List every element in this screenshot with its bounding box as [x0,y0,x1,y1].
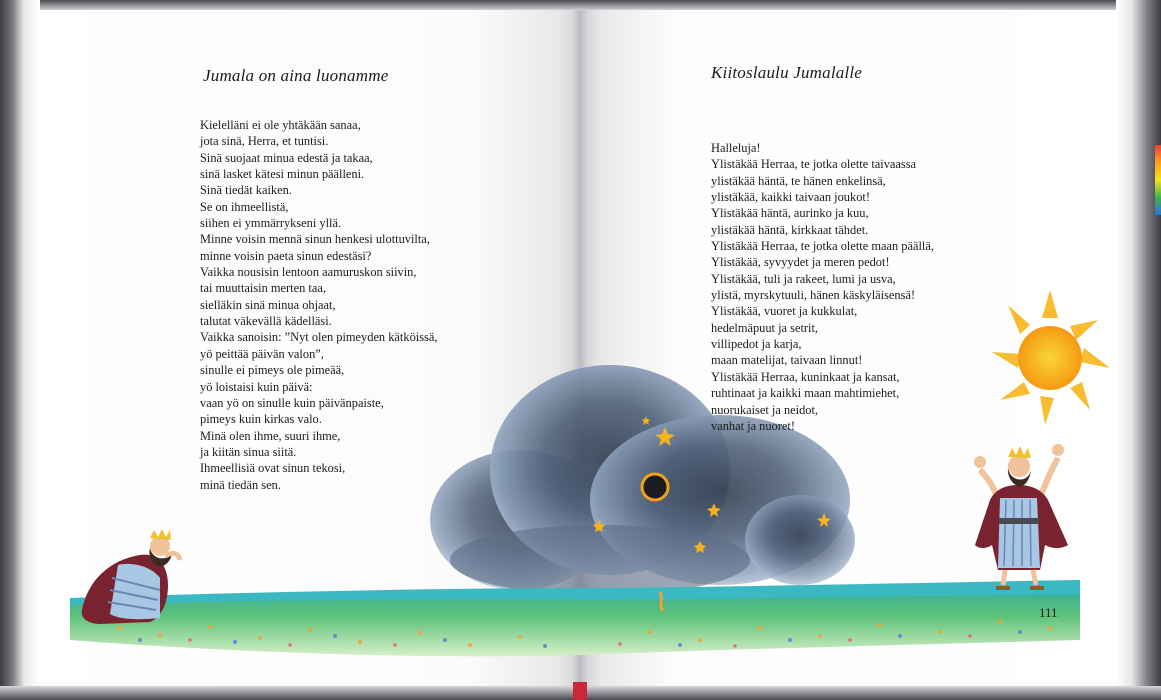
poem-line: vaan yö on sinulle kuin päivänpaiste, [200,395,384,410]
poem-line: Sinä suojaat minua edestä ja takaa, [200,150,373,165]
poem-line: vanhat ja nuoret! [711,418,795,433]
poem-line: villipedot ja karja, [711,337,802,352]
poem-line: yö loistaisi kuin päivä: [200,379,313,394]
poem-line: ja kiitän sinua siitä. [200,444,297,459]
poem-line: ylistäkää häntä, te hänen enkelinsä, [711,173,886,188]
grass-meadow [70,595,1080,656]
poem-line: ylistä, myrskytuuli, hänen käskyläisensä! [711,288,916,303]
poem-line: ylistäkää, kaikki taivaan joukot! [711,190,870,205]
poem-line: minä tiedän sen. [200,477,281,492]
poem-line: ylistäkää häntä, kirkkaat tähdet. [711,222,869,237]
sun-illustration [992,290,1110,425]
poem-line: Ylistäkää Herraa, kuninkaat ja kansat, [711,369,900,384]
poem-line: Se on ihmeellistä, [200,199,289,214]
poem-line: maan matelijat, taivaan linnut! [711,353,863,368]
poem-line: pimeys kuin kirkas valo. [200,412,322,427]
poem-line: Kielelläni ei ole yhtäkään sanaa, [200,118,361,132]
poem-line: Minne voisin mennä sinun henkesi ulottuvilta, [200,232,430,247]
poem-line: yö peittää päivän valon”, [200,346,324,361]
poem-line: Ylistäkää häntä, aurinko ja kuu, [711,206,869,221]
poem-line: siihen ei ymmärrykseni yllä. [200,216,342,231]
reed [660,592,663,611]
right-poem [711,140,934,434]
poem-line: jota sinä, Herra, et tuntisi. [200,134,329,149]
left-poem [200,117,437,493]
poem-line: Vaikka nousisin lentoon aamuruskon siivin, [200,265,417,280]
poem-line: sinulle ei pimeys ole pimeää, [200,363,345,378]
poem-line: talutat väkevällä kädelläsi. [200,314,332,329]
poem-line: Vaikka sanoisin: ”Nyt olen pimeyden kätköissä, [200,330,438,345]
eclipsed-sun [642,474,668,500]
standing-king-figure [974,444,1068,588]
poem-line: tai muuttaisin merten taa, [200,281,326,296]
poem-line: Ylistäkää Herraa, te jotka olette maan päällä, [711,239,934,254]
poem-line: sinä lasket kätesi minun päälleni. [200,167,365,182]
poem-line: Minä olen ihme, suuri ihme, [200,428,341,443]
poem-line: Halleluja! [711,141,761,155]
poem-line: ruhtinaat ja kaikki maan mahtimiehet, [711,386,900,401]
poem-line: Ylistäkää, tuli ja rakeet, lumi ja usva, [711,271,896,286]
poem-line: Ihmeellisiä ovat sinun tekosi, [200,461,346,476]
poem-line: Ylistäkää, vuoret ja kukkulat, [711,304,858,319]
right-page-title: Kiitoslaulu Jumalalle [711,63,863,82]
left-page-title: Jumala on aina luonamme [203,66,389,85]
poem-line: hedelmäpuut ja setrit, [711,320,819,335]
poem-line: Sinä tiedät kaiken. [200,183,292,198]
poem-line: Ylistäkää, syvyydet ja meren pedot! [711,255,890,270]
page-number: 111 [1039,605,1058,620]
poem-line: minne voisin paeta sinun edestäsi? [200,248,372,263]
poem-line: nuorukaiset ja neidot, [711,402,819,417]
poem-line: sielläkin sinä minua ohjaat, [200,297,336,312]
poem-line: Ylistäkää Herraa, te jotka olette taivaassa [711,157,917,172]
